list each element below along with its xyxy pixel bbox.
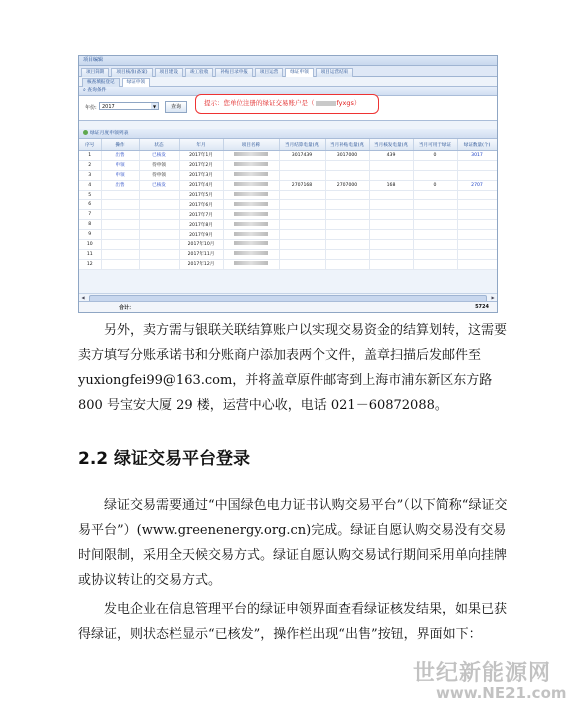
table-row (79, 240, 497, 250)
redacted-project-name (223, 190, 279, 200)
table-cell (101, 259, 139, 269)
chevron-down-icon[interactable]: ▼ (152, 104, 157, 109)
column-header[interactable]: 当月可用于绿证 (413, 139, 457, 151)
table-cell: 2017年8月 (179, 220, 223, 230)
table-row (79, 210, 497, 220)
table-cell (369, 220, 413, 230)
redacted-project-name (223, 249, 279, 259)
table-cell (413, 200, 457, 210)
table-cell: 2017年12月 (179, 259, 223, 269)
query-panel (79, 96, 497, 121)
subtab-0[interactable]: 核查填报登记 (82, 78, 120, 87)
tab-7[interactable]: 项目运营结束 (316, 68, 354, 77)
redaction-bar (234, 232, 268, 236)
table-cell (279, 230, 325, 240)
table-cell (413, 230, 457, 240)
redacted-project-name (223, 200, 279, 210)
redaction-bar (234, 202, 268, 206)
redaction-bar (234, 162, 268, 166)
query-panel-title: 查询条件 (87, 88, 107, 93)
sell-link[interactable]: 出售 (101, 151, 139, 161)
window-title: 项目编辑 (79, 56, 497, 66)
table-cell (279, 249, 325, 259)
table-cell: 168 (369, 180, 413, 190)
tab-6[interactable]: 绿证申领 (285, 68, 313, 77)
table-cell (457, 190, 497, 200)
table-cell (139, 200, 179, 210)
table-cell (279, 240, 325, 250)
year-select[interactable] (99, 102, 159, 110)
table-row (79, 160, 497, 170)
tab-1[interactable]: 项目核准(备案) (111, 68, 152, 77)
table-cell (369, 170, 413, 180)
table-cell: 439 (369, 151, 413, 161)
redacted-account (316, 101, 336, 106)
table-cell: 10 (79, 240, 101, 250)
column-header[interactable]: 项目名称 (223, 139, 279, 151)
table-cell: 2707168 (279, 180, 325, 190)
table-cell (457, 160, 497, 170)
table-cell (325, 190, 369, 200)
table-cell (279, 220, 325, 230)
table-cell (101, 230, 139, 240)
table-row (79, 180, 497, 190)
paragraph-1: 另外，卖方需与银联关联结算账户以实现交易资金的结算划转，这需要卖方填写分账承诺书和分账商户添加表两个文件，盖章扫描后发邮件至yuxiongfei99@163.com，并将盖章原件邮寄到上海市浦东新区东方路 800 号宝安大厦 29 楼，运营中心收，电话 021－60872088。 (78, 323, 508, 413)
column-header[interactable]: 年月 (179, 139, 223, 151)
redaction-bar (234, 261, 268, 265)
table-row (79, 200, 497, 210)
list-header (79, 129, 497, 139)
table-cell: 8 (79, 220, 101, 230)
tab-0[interactable]: 项目简期 (81, 68, 109, 77)
paragraph-3: 发电企业在信息管理平台的绿证申领界面查看绿证核发结果，如果已获得绿证，则状态栏显示“已核发”，操作栏出现“出售”按钮，界面如下： (78, 602, 508, 642)
list-icon (83, 130, 88, 135)
sell-link[interactable]: 出售 (101, 180, 139, 190)
table-cell: 1 (79, 151, 101, 161)
table-cell (279, 170, 325, 180)
redacted-project-name (223, 259, 279, 269)
main-tabs (79, 66, 497, 77)
table-cell (279, 200, 325, 210)
table-cell (139, 249, 179, 259)
table-cell: 待申领 (139, 170, 179, 180)
table-cell (369, 230, 413, 240)
table-cell (279, 190, 325, 200)
table-cell (101, 220, 139, 230)
table-cell: 6 (79, 200, 101, 210)
table-cell (369, 249, 413, 259)
table-cell (101, 210, 139, 220)
table-cell: 0 (413, 180, 457, 190)
table-cell (413, 210, 457, 220)
table-cell (325, 230, 369, 240)
redaction-bar (234, 251, 268, 255)
redaction-bar (234, 222, 268, 226)
tab-2[interactable]: 项目建设 (155, 68, 183, 77)
redacted-project-name (223, 170, 279, 180)
table-cell (139, 210, 179, 220)
table-cell (457, 249, 497, 259)
total-value: 5724 (475, 304, 489, 310)
table-cell (457, 259, 497, 269)
table-cell (325, 249, 369, 259)
redaction-bar (234, 172, 268, 176)
table-row (79, 230, 497, 240)
table-cell (413, 259, 457, 269)
table-cell (139, 190, 179, 200)
table-cell (101, 190, 139, 200)
table-cell (413, 170, 457, 180)
status-cell: 已核发 (139, 180, 179, 190)
table-cell (413, 240, 457, 250)
table-cell (457, 170, 497, 180)
app-screenshot (78, 55, 498, 313)
table-cell: 2017年1月 (179, 151, 223, 161)
table-cell (279, 259, 325, 269)
table-cell (413, 190, 457, 200)
table-cell: 2017年11月 (179, 249, 223, 259)
table-cell (369, 240, 413, 250)
table-cell: 4 (79, 180, 101, 190)
column-header[interactable]: 绿证数量(个) (457, 139, 497, 151)
table-cell: 11 (79, 249, 101, 259)
year-value: 2017 (102, 104, 115, 110)
table-cell (279, 210, 325, 220)
tab-4[interactable]: 补贴目录申报 (215, 68, 253, 77)
redacted-project-name (223, 230, 279, 240)
redaction-bar (234, 152, 268, 156)
table-row (79, 249, 497, 259)
sub-tabs (79, 77, 497, 87)
table-cell (101, 200, 139, 210)
table-cell: 2017年2月 (179, 160, 223, 170)
account-callout (195, 94, 379, 114)
column-header[interactable]: 状态 (139, 139, 179, 151)
table-cell (369, 160, 413, 170)
table-cell (369, 210, 413, 220)
redacted-project-name (223, 220, 279, 230)
redacted-project-name (223, 151, 279, 161)
table-row (79, 220, 497, 230)
redaction-bar (234, 241, 268, 245)
table-cell (325, 259, 369, 269)
table-row (79, 170, 497, 180)
table-cell: 0 (413, 151, 457, 161)
table-cell (325, 170, 369, 180)
table-cell (139, 259, 179, 269)
table-header-row (79, 139, 497, 151)
table-row (79, 151, 497, 161)
table-cell (325, 160, 369, 170)
table-cell (101, 249, 139, 259)
column-header[interactable]: 操作 (101, 139, 139, 151)
table-cell (325, 220, 369, 230)
callout-suffix: fyxgs） (336, 99, 361, 107)
redaction-bar (234, 192, 268, 196)
table-cell (413, 249, 457, 259)
table-row (79, 190, 497, 200)
table-cell: 5 (79, 190, 101, 200)
table-cell: 2017年7月 (179, 210, 223, 220)
table-cell: 2017年6月 (179, 200, 223, 210)
certificate-table (79, 139, 498, 270)
table-cell: 2017年4月 (179, 180, 223, 190)
table-cell (369, 200, 413, 210)
table-cell: 2017年9月 (179, 230, 223, 240)
table-cell: 3017439 (279, 151, 325, 161)
column-header[interactable]: 当月核发电量(兆 (369, 139, 413, 151)
table-cell (325, 210, 369, 220)
scroll-right-icon[interactable]: ▶ (491, 295, 495, 300)
table-cell (139, 220, 179, 230)
table-cell (325, 200, 369, 210)
redacted-project-name (223, 210, 279, 220)
table-cell: 3017000 (325, 151, 369, 161)
list-title: 绿证月度申领列表 (90, 131, 129, 136)
tab-3[interactable]: 竣工验收 (185, 68, 213, 77)
apply-link[interactable]: 申领 (101, 160, 139, 170)
scroll-left-icon[interactable]: ◀ (81, 295, 85, 300)
certificate-count-link[interactable]: 3017 (457, 151, 497, 161)
column-header[interactable]: 序号 (79, 139, 101, 151)
column-header[interactable]: 当月补贴电量(兆 (325, 139, 369, 151)
callout-prefix: 提示：您单位注册的绿证交易账户是（ (204, 99, 315, 107)
paragraph-2: 绿证交易需要通过“中国绿色电力证书认购交易平台”（以下简称“绿证交易平台”）(www.greenenergy.org.cn)完成。绿证自愿认购交易没有交易时间限制，采用全天候交易方式。绿证自愿认购交易试行期间采用单向挂牌或协议转让的交易方式。 (78, 498, 508, 588)
section-heading: 2.2 绿证交易平台登录 (78, 449, 251, 469)
table-cell: 2017年3月 (179, 170, 223, 180)
query-button[interactable]: 查询 (165, 101, 187, 113)
watermark-url: www.NE21.com (436, 684, 567, 702)
certificate-count-link[interactable]: 2707 (457, 180, 497, 190)
apply-link[interactable]: 申领 (101, 170, 139, 180)
table-row (79, 259, 497, 269)
table-cell (139, 230, 179, 240)
table-cell (139, 240, 179, 250)
table-cell: 3 (79, 170, 101, 180)
redacted-project-name (223, 180, 279, 190)
status-cell: 已核发 (139, 151, 179, 161)
tab-5[interactable]: 项目运营 (255, 68, 283, 77)
table-cell (369, 259, 413, 269)
table-cell (457, 200, 497, 210)
table-cell: 待申领 (139, 160, 179, 170)
watermark-logo: 世纪新能源网 (413, 661, 552, 686)
year-label: 年份: (85, 105, 97, 111)
redacted-project-name (223, 160, 279, 170)
table-cell (457, 230, 497, 240)
table-cell (413, 220, 457, 230)
total-label: 合计： (119, 305, 135, 311)
table-cell: 2017年10月 (179, 240, 223, 250)
redaction-bar (234, 212, 268, 216)
table-cell: 12 (79, 259, 101, 269)
table-cell (325, 240, 369, 250)
table-cell (457, 210, 497, 220)
table-cell (457, 220, 497, 230)
table-cell (101, 240, 139, 250)
subtab-1[interactable]: 绿证申领 (122, 78, 150, 87)
table-cell (279, 160, 325, 170)
table-cell: 2707000 (325, 180, 369, 190)
table-cell: 9 (79, 230, 101, 240)
column-header[interactable]: 当月结算电量(兆 (279, 139, 325, 151)
table-cell: 2017年5月 (179, 190, 223, 200)
total-row (79, 301, 497, 312)
redaction-bar (234, 182, 268, 186)
table-cell (457, 240, 497, 250)
table-cell (413, 160, 457, 170)
redacted-project-name (223, 240, 279, 250)
table-cell (369, 190, 413, 200)
table-cell: 2 (79, 160, 101, 170)
search-icon: ⌕ (83, 88, 88, 93)
table-cell: 7 (79, 210, 101, 220)
